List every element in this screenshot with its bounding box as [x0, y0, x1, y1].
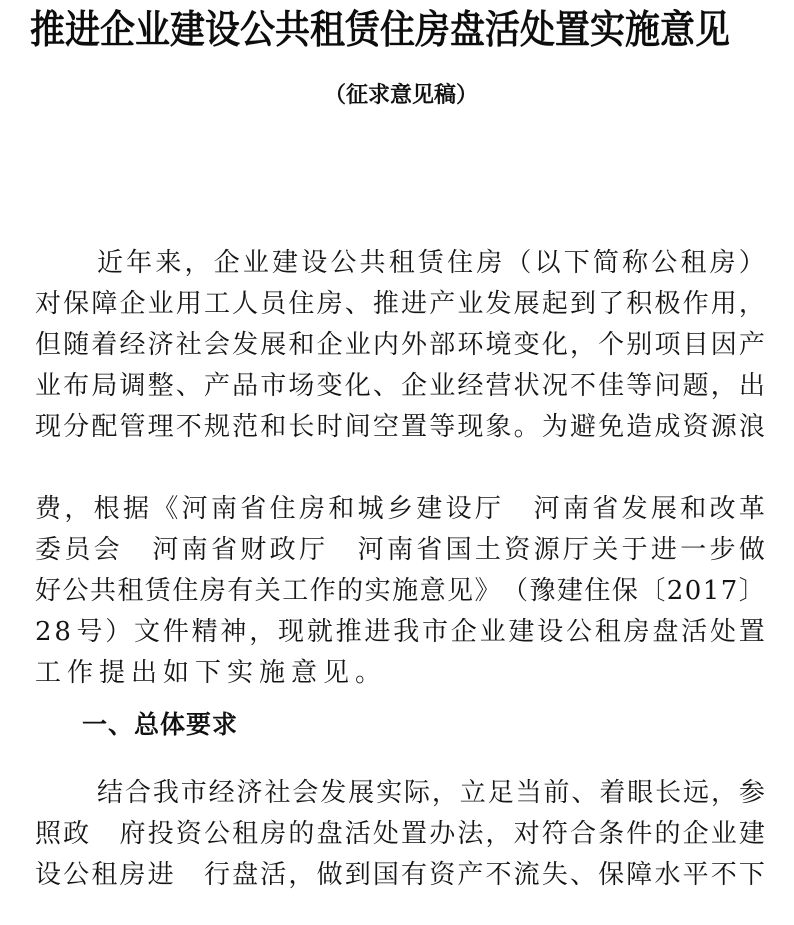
paragraph-line: 现 分 配 管 理 不 规 范 和 长 时 间 空 置 等 现 象 。 为 避 免 造 成 资 源 浪	[35, 412, 765, 442]
paragraph-line: 委 员 会 河 南 省 财 政 厅 河 南 省 国 土 资 源 厅 关 于 进 一 步 做	[35, 535, 765, 565]
paragraph-line: 2 8 号 ） 文 件 精 神 ， 现 就 推 进 我 市 企 业 建 设 公 租 房 盘 活 处 置	[35, 617, 765, 647]
paragraph-line: 但 随 着 经 济 社 会 发 展 和 企 业 内 外 部 环 境 变 化 ， 个 别 项 目 因 产	[35, 330, 765, 360]
paragraph-line: 设 公 租 房 进 行 盘 活 ， 做 到 国 有 资 产 不 流 失 、 保 障 水 平 不 下	[35, 860, 765, 890]
paragraph-line: 结 合 我 市 经 济 社 会 发 展 实 际 ， 立 足 当 前 、 着 眼 长 远 ， 参	[97, 778, 765, 808]
paragraph-line: 近 年 来 ， 企 业 建 设 公 共 租 赁 住 房 （ 以 下 简 称 公 租 房 ）	[97, 248, 765, 278]
paragraph-line: 对 保 障 企 业 用 工 人 员 住 房 、 推 进 产 业 发 展 起 到 了 积 极 作 用 ，	[35, 289, 765, 319]
paragraph-line: 照 政 府 投 资 公 租 房 的 盘 活 处 置 办 法 ， 对 符 合 条 件 的 企 业 建	[35, 819, 765, 849]
paragraph-line: 费 ， 根 据 《 河 南 省 住 房 和 城 乡 建 设 厅 河 南 省 发 展 和 改 革	[35, 494, 765, 524]
paragraph-line: 业 布 局 调 整 、 产 品 市 场 变 化 、 企 业 经 营 状 况 不 佳 等 问 题 ， 出	[35, 371, 765, 401]
section-heading: 一、总体要求	[82, 710, 239, 739]
paragraph-line: 工作提出如下实施意见。	[35, 658, 388, 688]
document-subtitle: （征求意见稿）	[323, 83, 478, 108]
paragraph-line: 好 公 共 租 赁 住 房 有 关 工 作 的 实 施 意 见 》 （ 豫 建 住 保 〔 2 0 1 7 〕	[35, 576, 765, 606]
document-title: 推进企业建设公共租赁住房盘活处置实施意见	[30, 8, 731, 54]
